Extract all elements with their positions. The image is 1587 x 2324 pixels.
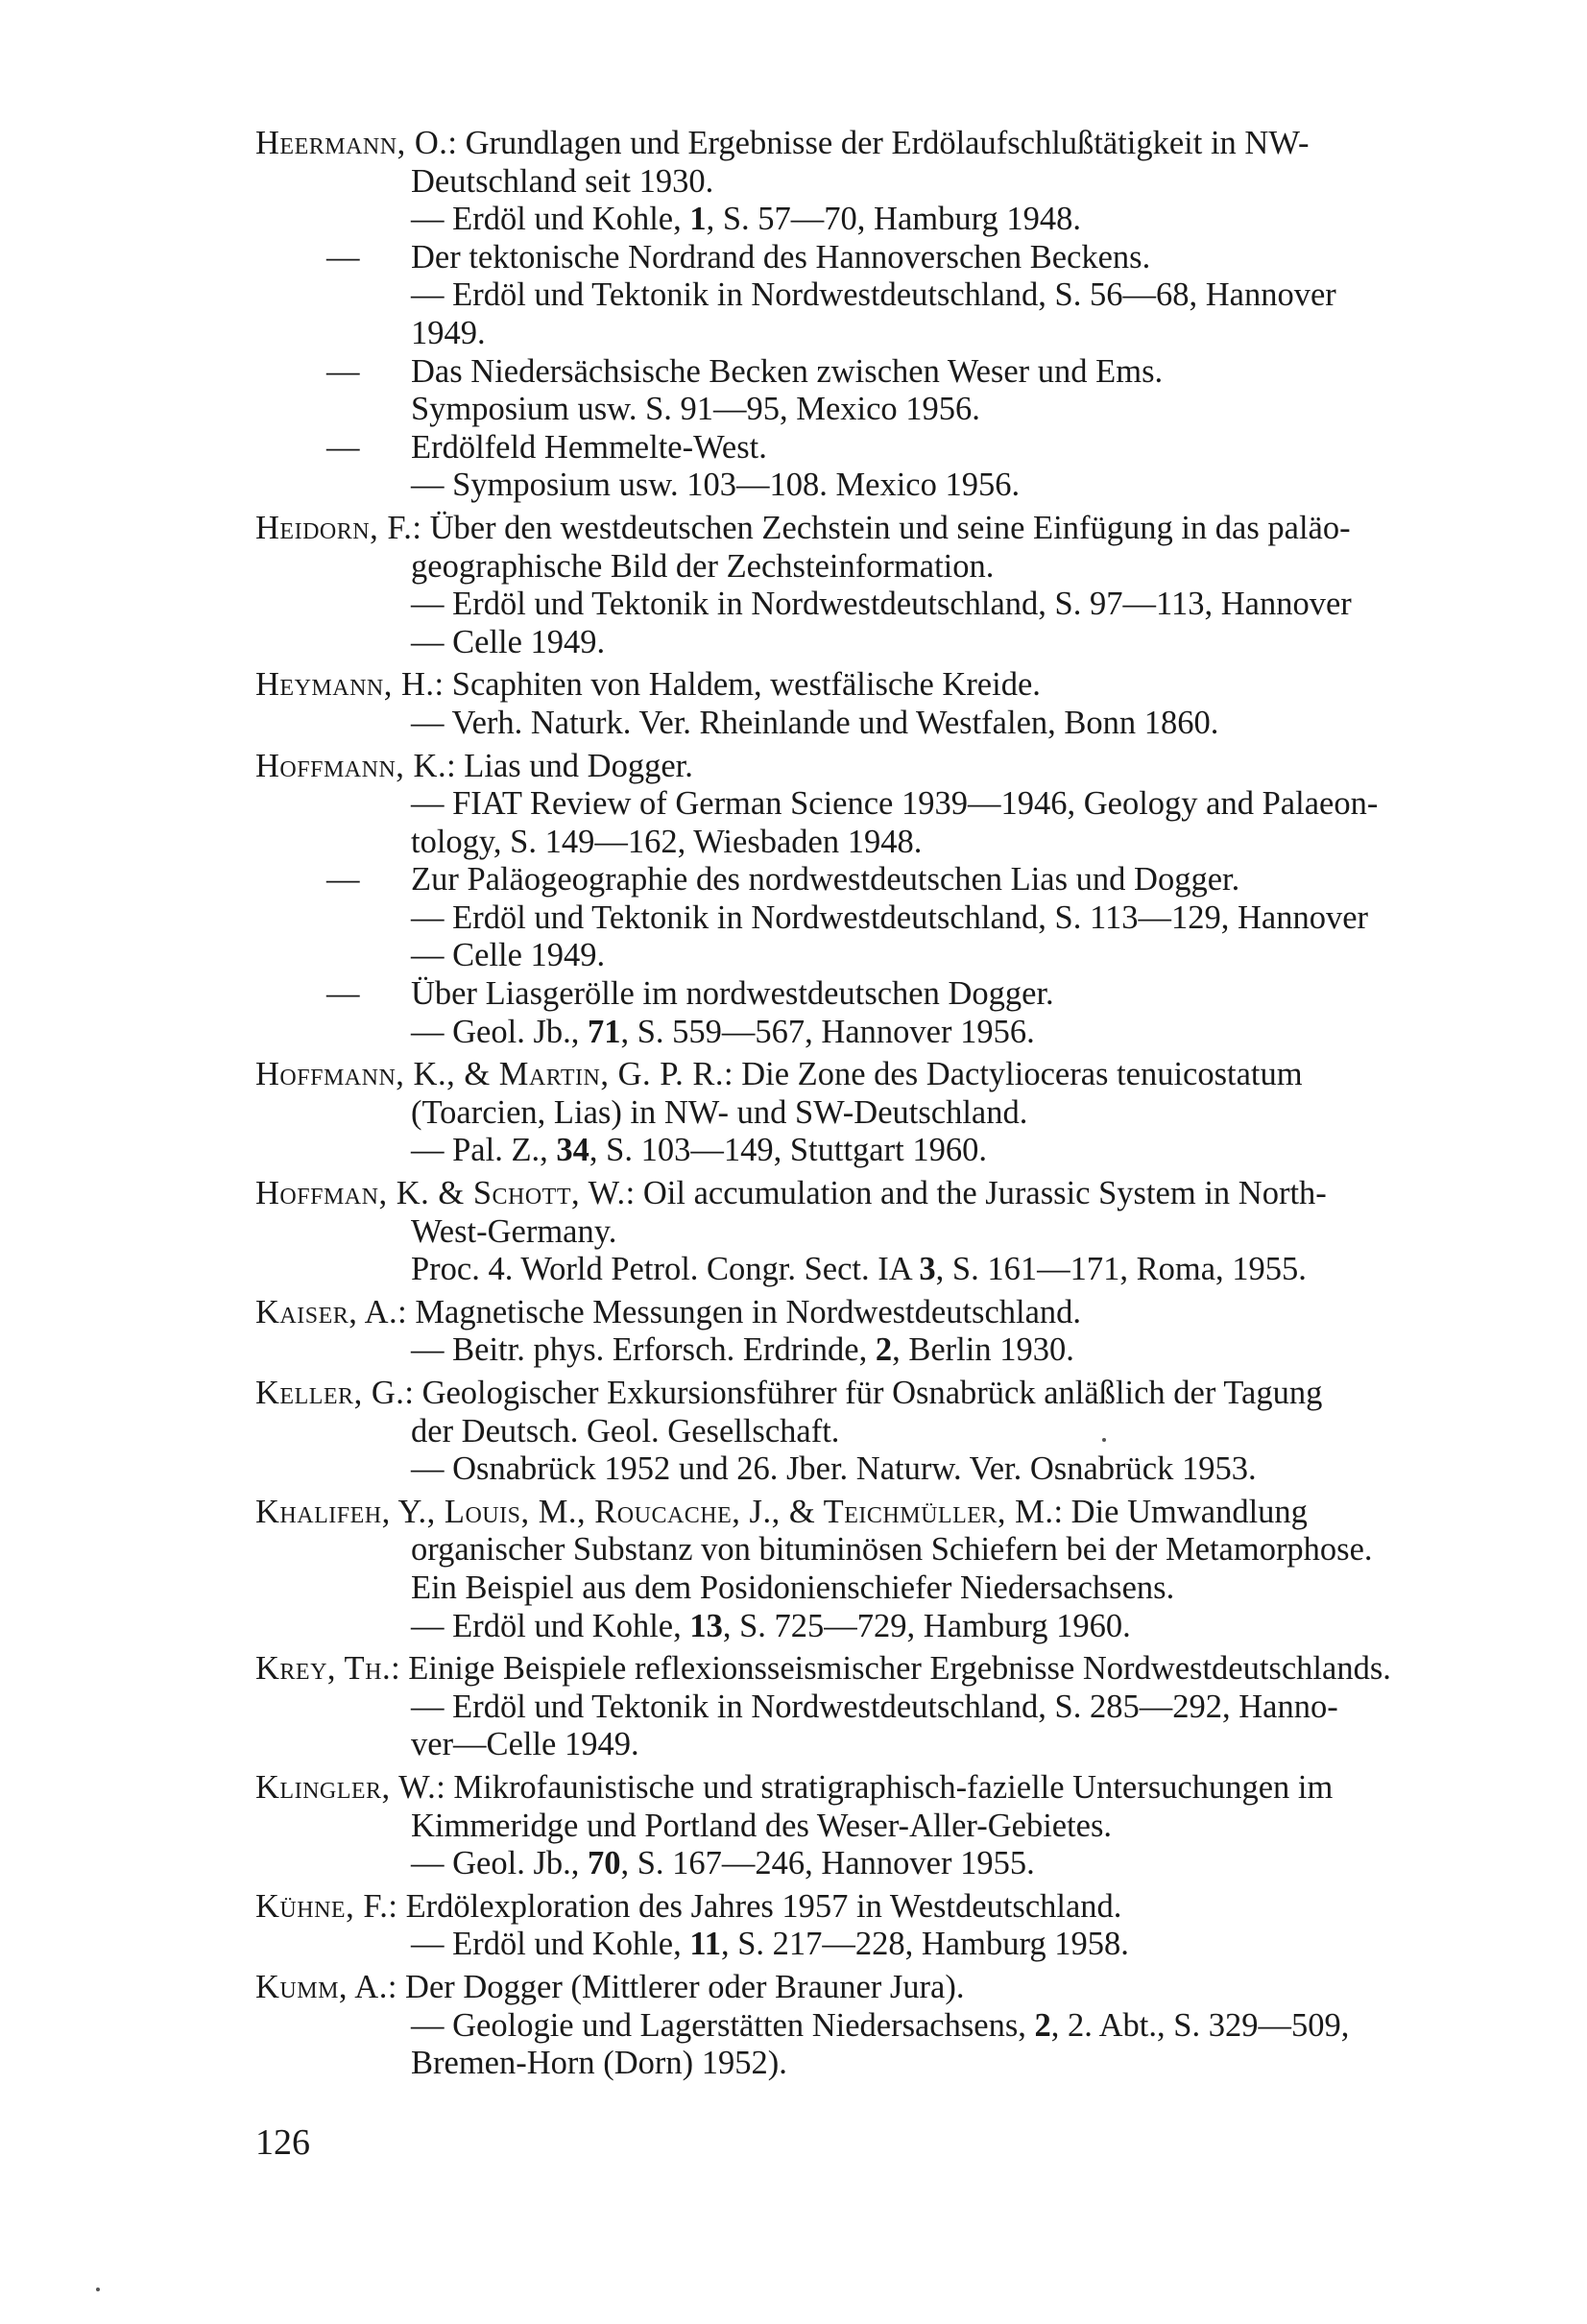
bib-continuation-line [255,163,1473,202]
volume-number: 70 [588,1845,621,1882]
bib-continuation-line [255,1845,1473,1883]
bib-continuation-line [255,1608,1473,1646]
bib-continuation-line [255,1213,1473,1252]
citation-text: — Celle 1949. [411,623,606,660]
bib-entry-head-line [255,510,1473,548]
citation-text: geographische Bild der Zechsteinformation. [411,547,995,585]
bib-entry-head-line [255,1056,1473,1094]
citation-text: Ein Beispiel aus dem Posidonienschiefer Niedersachsens. [411,1569,1175,1606]
bib-subentry-line [255,429,1473,467]
bib-continuation-line [255,1689,1473,1727]
bib-continuation-line [255,1014,1473,1052]
citation-text: — Erdöl und Kohle, [411,1607,690,1644]
author-name: Heermann, O. [255,125,448,161]
scan-speck [96,2288,100,2291]
bib-continuation-line [255,1450,1473,1489]
bib-continuation-line [255,276,1473,315]
citation-text: : Scaphiten von Haldem, westfälische Kreide. [434,666,1041,704]
bib-continuation-line [255,705,1473,743]
volume-number: 3 [919,1251,936,1288]
bib-continuation-line [255,548,1473,587]
citation-text: — Erdöl und Tektonik in Nordwestdeutschland, S. 97—113, Hannover [411,586,1352,623]
citation-text: : Mikrofaunistische und stratigraphisch-fazielle Untersuchungen im [436,1768,1334,1806]
bib-continuation-line [255,315,1473,353]
ditto-dash: — [326,975,360,1013]
bib-continuation-line [255,1808,1473,1846]
bib-continuation-line [255,1331,1473,1370]
bib-entry-head-line [255,1375,1473,1413]
bib-subentry-line [255,353,1473,392]
citation-text: Zur Paläogeographie des nordwestdeutschen Lias und Dogger. [411,861,1240,898]
bib-continuation-line [255,937,1473,975]
bib-entry-head-line [255,1494,1473,1532]
citation-text: : Geologischer Exkursionsführer für Osnabrück anläßlich der Tagung [404,1375,1323,1411]
citation-text: Proc. 4. World Petrol. Congr. Sect. IA [411,1251,920,1288]
citation-text: , S. 167—246, Hannover 1955. [620,1845,1035,1882]
citation-text: : Erdölexploration des Jahres 1957 in Westdeutschland. [388,1887,1122,1925]
author-name: Kaiser, A. [255,1293,398,1330]
bib-continuation-line [255,824,1473,862]
citation-text: , Berlin 1930. [892,1331,1074,1369]
citation-text: : Lias und Dogger. [446,747,693,784]
citation-text: 1949. [411,314,486,351]
bib-continuation-line [255,1726,1473,1764]
citation-text: Symposium usw. S. 91—95, Mexico 1956. [411,391,980,428]
citation-text: — Erdöl und Tektonik in Nordwestdeutschland, S. 285—292, Hanno- [411,1688,1338,1725]
citation-text: Kimmeridge und Portland des Weser-Aller-Gebietes. [411,1807,1113,1844]
citation-text: West-Germany. [411,1212,617,1250]
volume-number: 34 [556,1132,589,1169]
citation-text: , 2. Abt., S. 329—509, [1050,2006,1350,2044]
volume-number: 71 [588,1013,621,1050]
bib-continuation-line [255,2045,1473,2083]
volume-number: 2 [1034,2006,1051,2044]
citation-text: — Erdöl und Tektonik in Nordwestdeutschland, S. 113—129, Hannover [411,898,1368,936]
bib-entry-head-line [255,1650,1473,1689]
bib-subentry-line [255,861,1473,899]
citation-text: : Die Umwandlung [1053,1493,1308,1530]
page-number: 126 [255,2122,310,2163]
citation-text: — Geologie und Lagerstätten Niedersachsens, [411,2006,1035,2044]
citation-text: — Erdöl und Tektonik in Nordwestdeutschland, S. 56—68, Hannover [411,276,1336,314]
citation-text: Deutschland seit 1930. [411,162,714,200]
bib-entry-head-line [255,1888,1473,1927]
bib-continuation-line [255,1251,1473,1289]
citation-text: der Deutsch. Geol. Gesellschaft. [411,1412,840,1450]
citation-text: , S. 559—567, Hannover 1956. [620,1013,1035,1050]
citation-text: Der tektonische Nordrand des Hannoverschen Beckens. [411,238,1151,276]
bib-continuation-line [255,391,1473,429]
bib-continuation-line [255,1094,1473,1133]
bib-entry-head-line [255,666,1473,705]
citation-text: , S. 57—70, Hamburg 1948. [706,201,1081,238]
bib-continuation-line [255,785,1473,824]
bib-subentry-line [255,975,1473,1014]
volume-number: 11 [689,1926,721,1963]
citation-text: — Geol. Jb., [411,1845,588,1882]
bibliography-list [255,125,1473,2083]
bib-continuation-line [255,201,1473,239]
bib-entry-head-line [255,125,1473,163]
volume-number: 13 [689,1607,723,1644]
author-name: Heymann, H. [255,666,435,704]
citation-text: : Grundlagen und Ergebnisse der Erdölaufschlußtätigkeit in NW- [447,125,1310,161]
citation-text: — Symposium usw. 103—108. Mexico 1956. [411,467,1021,504]
bib-entry-head-line [255,1175,1473,1213]
ditto-dash: — [326,238,360,276]
bib-entry-head-line [255,1294,1473,1332]
citation-text: Bremen-Horn (Dorn) 1952). [411,2045,787,2082]
bib-continuation-line [255,1413,1473,1451]
author-name: Hoffmann, K. [255,747,447,784]
bib-subentry-line [255,239,1473,277]
citation-text: : Der Dogger (Mittlerer oder Brauner Jura). [387,1968,965,2005]
citation-text: — Erdöl und Kohle, [411,201,690,238]
bib-continuation-line [255,1926,1473,1964]
author-name: Hoffmann, K., & Martin, G. P. R. [255,1056,725,1093]
bib-continuation-line [255,1569,1473,1608]
citation-text: : Oil accumulation and the Jurassic System in North- [625,1175,1327,1212]
author-name: Kühne, F. [255,1887,389,1925]
author-name: Khalifeh, Y., Louis, M., Roucache, J., & Teichmüller, M. [255,1493,1054,1530]
author-name: Krey, Th. [255,1650,392,1688]
citation-text: — Pal. Z., [411,1132,557,1169]
citation-text: , S. 161—171, Roma, 1955. [935,1251,1307,1288]
bib-continuation-line [255,586,1473,624]
citation-text: : Einige Beispiele reflexionsseismischer Ergebnisse Nordwestdeutschlands. [391,1650,1391,1688]
citation-text: : Über den westdeutschen Zechstein und seine Einfügung in das paläo- [412,509,1351,546]
citation-text: — Erdöl und Kohle, [411,1926,690,1963]
bib-continuation-line [255,467,1473,505]
citation-text: organischer Substanz von bituminösen Schiefern bei der Metamorphose. [411,1531,1373,1569]
bib-continuation-line [255,624,1473,662]
citation-text: , S. 217—228, Hamburg 1958. [720,1926,1129,1963]
bib-entry-head-line [255,1769,1473,1808]
ditto-dash: — [326,352,360,390]
bib-continuation-line [255,899,1473,938]
citation-text: — Verh. Naturk. Ver. Rheinlande und Westfalen, Bonn 1860. [411,704,1219,741]
scan-speck [1102,1438,1106,1442]
citation-text: : Die Zone des Dactylioceras tenuicostatum [724,1056,1303,1093]
citation-text: (Toarcien, Lias) in NW- und SW-Deutschland. [411,1093,1028,1131]
ditto-dash: — [326,428,360,466]
author-name: Keller, G. [255,1375,405,1411]
citation-text: — Beitr. phys. Erforsch. Erdrinde, [411,1331,876,1369]
bib-continuation-line [255,2007,1473,2046]
citation-text: — Osnabrück 1952 und 26. Jber. Naturw. Ver. Osnabrück 1953. [411,1450,1257,1488]
citation-text: tology, S. 149—162, Wiesbaden 1948. [411,823,923,860]
author-name: Hoffman, K. & Schott, W. [255,1175,626,1212]
citation-text: — Celle 1949. [411,937,606,974]
bib-entry-head-line [255,748,1473,786]
citation-text: , S. 103—149, Stuttgart 1960. [589,1132,987,1169]
bib-continuation-line [255,1531,1473,1569]
bib-entry-head-line [255,1969,1473,2007]
author-name: Klingler, W. [255,1768,437,1806]
citation-text: Das Niedersächsische Becken zwischen Weser und Ems. [411,352,1164,390]
citation-text: : Magnetische Messungen in Nordwestdeutschland. [397,1293,1082,1330]
citation-text: — Geol. Jb., [411,1013,588,1050]
citation-text: Erdölfeld Hemmelte-West. [411,428,767,466]
author-name: Heidorn, F. [255,509,413,546]
citation-text: , S. 725—729, Hamburg 1960. [722,1607,1131,1644]
citation-text: — FIAT Review of German Science 1939—1946, Geology and Palaeon- [411,785,1379,823]
volume-number: 2 [875,1331,893,1369]
citation-text: Über Liasgerölle im nordwestdeutschen Dogger. [411,975,1054,1013]
bib-continuation-line [255,1132,1473,1170]
author-name: Kumm, A. [255,1968,388,2005]
citation-text: ver—Celle 1949. [411,1726,639,1763]
volume-number: 1 [689,201,707,238]
ditto-dash: — [326,861,360,898]
